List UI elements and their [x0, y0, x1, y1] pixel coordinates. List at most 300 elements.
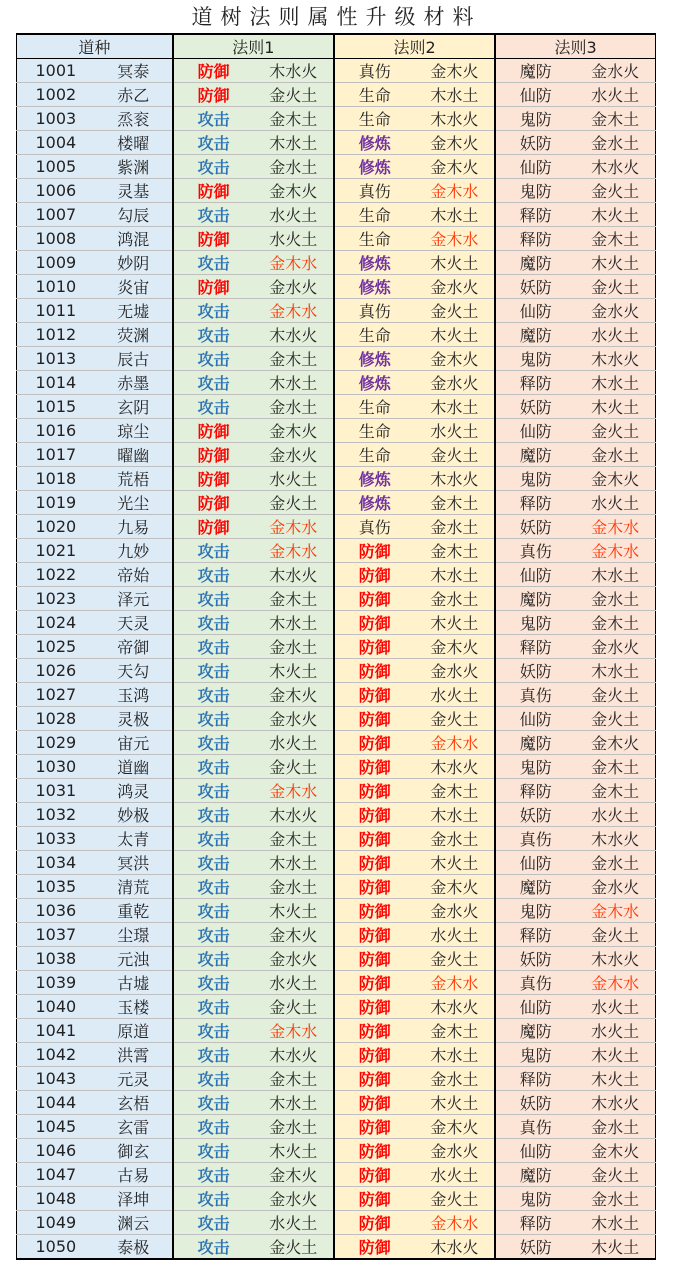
seed-id: 1002 — [17, 83, 95, 107]
law2-material: 木水火 — [415, 107, 496, 131]
law1-type: 防御 — [173, 515, 254, 539]
law2-type: 防御 — [334, 755, 415, 779]
law1-type: 攻击 — [173, 755, 254, 779]
law2-type: 防御 — [334, 1139, 415, 1163]
seed-name: 元灵 — [95, 1067, 173, 1091]
law3-type: 妖防 — [495, 1091, 575, 1115]
law1-material: 金木土 — [253, 587, 334, 611]
law3-type: 释防 — [495, 371, 575, 395]
law2-type: 防御 — [334, 731, 415, 755]
seed-id: 1018 — [17, 467, 95, 491]
seed-name: 荒梧 — [95, 467, 173, 491]
law2-material: 金水土 — [415, 587, 496, 611]
law2-material: 金水火 — [415, 899, 496, 923]
law2-type: 防御 — [334, 875, 415, 899]
seed-name: 御玄 — [95, 1139, 173, 1163]
seed-id: 1045 — [17, 1115, 95, 1139]
table-row — [17, 875, 656, 899]
seed-id: 1015 — [17, 395, 95, 419]
law1-material: 金水火 — [253, 443, 334, 467]
law1-type: 防御 — [173, 227, 254, 251]
seed-id: 1038 — [17, 947, 95, 971]
table-row — [17, 635, 656, 659]
seed-id: 1035 — [17, 875, 95, 899]
law1-type: 攻击 — [173, 1019, 254, 1043]
law3-material: 金火土 — [575, 923, 655, 947]
law1-material: 金水火 — [253, 947, 334, 971]
law1-material: 金水土 — [253, 395, 334, 419]
law2-type: 防御 — [334, 1163, 415, 1187]
law2-material: 金火土 — [415, 443, 496, 467]
seed-name: 天灵 — [95, 611, 173, 635]
header-law2: 法则2 — [334, 34, 495, 59]
law2-type: 防御 — [334, 995, 415, 1019]
law1-material: 金木水 — [253, 299, 334, 323]
law1-type: 攻击 — [173, 1235, 254, 1260]
law1-material: 金火土 — [253, 995, 334, 1019]
law3-type: 仙防 — [495, 707, 575, 731]
law2-material: 金木火 — [415, 347, 496, 371]
seed-id: 1019 — [17, 491, 95, 515]
seed-name: 无墟 — [95, 299, 173, 323]
law3-material: 金水土 — [575, 443, 655, 467]
seed-id: 1042 — [17, 1043, 95, 1067]
law2-material: 金木水 — [415, 1211, 496, 1235]
law1-type: 防御 — [173, 179, 254, 203]
seed-name: 烝衮 — [95, 107, 173, 131]
seed-id: 1008 — [17, 227, 95, 251]
law3-type: 真伤 — [495, 971, 575, 995]
law1-type: 攻击 — [173, 347, 254, 371]
law1-material: 木水土 — [253, 131, 334, 155]
seed-id: 1020 — [17, 515, 95, 539]
law3-material: 木火土 — [575, 251, 655, 275]
law3-material: 金木水 — [575, 515, 655, 539]
law1-type: 攻击 — [173, 539, 254, 563]
law1-type: 攻击 — [173, 203, 254, 227]
law3-material: 木水火 — [575, 947, 655, 971]
law2-type: 防御 — [334, 611, 415, 635]
seed-name: 渊云 — [95, 1211, 173, 1235]
law3-type: 真伤 — [495, 1115, 575, 1139]
law1-type: 攻击 — [173, 1163, 254, 1187]
seed-name: 重乾 — [95, 899, 173, 923]
law2-type: 防御 — [334, 659, 415, 683]
law2-type: 真伤 — [334, 179, 415, 203]
seed-id: 1016 — [17, 419, 95, 443]
law-materials-table — [16, 33, 656, 1260]
law2-type: 防御 — [334, 635, 415, 659]
law2-type: 修炼 — [334, 347, 415, 371]
law2-type: 修炼 — [334, 491, 415, 515]
table-row — [17, 419, 656, 443]
law1-material: 金火土 — [253, 491, 334, 515]
law1-material: 金木土 — [253, 107, 334, 131]
law2-type: 生命 — [334, 203, 415, 227]
law2-type: 防御 — [334, 1235, 415, 1260]
law2-type: 生命 — [334, 323, 415, 347]
table-row — [17, 683, 656, 707]
law1-type: 防御 — [173, 491, 254, 515]
seed-name: 妙极 — [95, 803, 173, 827]
table-row — [17, 947, 656, 971]
law2-type: 防御 — [334, 803, 415, 827]
law2-type: 防御 — [334, 947, 415, 971]
table-row — [17, 707, 656, 731]
seed-id: 1001 — [17, 59, 95, 83]
law1-type: 攻击 — [173, 875, 254, 899]
law2-type: 防御 — [334, 707, 415, 731]
law3-type: 魔防 — [495, 59, 575, 83]
seed-name: 清荒 — [95, 875, 173, 899]
seed-name: 古易 — [95, 1163, 173, 1187]
law3-type: 魔防 — [495, 1019, 575, 1043]
law3-material: 金木土 — [575, 779, 655, 803]
law1-type: 攻击 — [173, 107, 254, 131]
seed-id: 1044 — [17, 1091, 95, 1115]
table-row — [17, 323, 656, 347]
law2-type: 生命 — [334, 227, 415, 251]
law2-type: 真伤 — [334, 299, 415, 323]
law1-material: 金木水 — [253, 515, 334, 539]
table-row — [17, 395, 656, 419]
law2-material: 金水火 — [415, 275, 496, 299]
table-row — [17, 179, 656, 203]
law2-type: 防御 — [334, 1019, 415, 1043]
law1-type: 攻击 — [173, 563, 254, 587]
law3-type: 仙防 — [495, 83, 575, 107]
law3-material: 金火土 — [575, 707, 655, 731]
law2-material: 木火土 — [415, 251, 496, 275]
law3-material: 木水火 — [575, 1091, 655, 1115]
law2-material: 金木水 — [415, 731, 496, 755]
seed-name: 鸿混 — [95, 227, 173, 251]
law1-material: 木水火 — [253, 59, 334, 83]
law2-type: 生命 — [334, 419, 415, 443]
table-row — [17, 1019, 656, 1043]
law1-material: 金木火 — [253, 179, 334, 203]
law2-material: 金火土 — [415, 299, 496, 323]
seed-id: 1032 — [17, 803, 95, 827]
seed-id: 1006 — [17, 179, 95, 203]
law3-material: 水火土 — [575, 323, 655, 347]
seed-id: 1037 — [17, 923, 95, 947]
table-row — [17, 659, 656, 683]
seed-name: 元浊 — [95, 947, 173, 971]
seed-id: 1048 — [17, 1187, 95, 1211]
law3-material: 金水土 — [575, 587, 655, 611]
law1-material: 木水土 — [253, 1091, 334, 1115]
law3-type: 妖防 — [495, 803, 575, 827]
law2-type: 防御 — [334, 851, 415, 875]
law1-type: 攻击 — [173, 1187, 254, 1211]
table-row — [17, 1235, 656, 1260]
law3-material: 金木土 — [575, 755, 655, 779]
law3-material: 水火土 — [575, 803, 655, 827]
seed-name: 九妙 — [95, 539, 173, 563]
law1-type: 攻击 — [173, 731, 254, 755]
law1-type: 攻击 — [173, 851, 254, 875]
seed-id: 1033 — [17, 827, 95, 851]
law2-type: 生命 — [334, 443, 415, 467]
law2-material: 金木水 — [415, 227, 496, 251]
table-row — [17, 1187, 656, 1211]
table-row — [17, 971, 656, 995]
law1-type: 攻击 — [173, 779, 254, 803]
seed-name: 玄阴 — [95, 395, 173, 419]
seed-id: 1031 — [17, 779, 95, 803]
law3-type: 妖防 — [495, 515, 575, 539]
law3-material: 水火土 — [575, 1019, 655, 1043]
law3-type: 仙防 — [495, 995, 575, 1019]
law3-material: 金木水 — [575, 971, 655, 995]
law2-type: 防御 — [334, 1043, 415, 1067]
law3-material: 木水火 — [575, 155, 655, 179]
law2-type: 生命 — [334, 395, 415, 419]
law1-type: 攻击 — [173, 803, 254, 827]
law3-material: 木火土 — [575, 1235, 655, 1260]
table-row — [17, 467, 656, 491]
seed-name: 道幽 — [95, 755, 173, 779]
law1-material: 金水火 — [253, 1187, 334, 1211]
seed-id: 1004 — [17, 131, 95, 155]
law2-type: 防御 — [334, 1187, 415, 1211]
table-row — [17, 155, 656, 179]
law2-type: 真伤 — [334, 59, 415, 83]
law2-type: 生命 — [334, 107, 415, 131]
law3-type: 鬼防 — [495, 179, 575, 203]
law1-material: 金木水 — [253, 779, 334, 803]
law2-material: 木水火 — [415, 467, 496, 491]
seed-id: 1021 — [17, 539, 95, 563]
law3-material: 木水土 — [575, 563, 655, 587]
law3-type: 仙防 — [495, 851, 575, 875]
seed-name: 灵基 — [95, 179, 173, 203]
header-row — [17, 34, 656, 59]
law3-type: 释防 — [495, 635, 575, 659]
law1-material: 木水土 — [253, 851, 334, 875]
seed-id: 1028 — [17, 707, 95, 731]
law3-type: 仙防 — [495, 155, 575, 179]
page-title: 道树法则属性升级材料 — [191, 5, 482, 29]
law3-type: 妖防 — [495, 131, 575, 155]
law2-type: 防御 — [334, 923, 415, 947]
seed-id: 1023 — [17, 587, 95, 611]
law3-type: 释防 — [495, 491, 575, 515]
seed-id: 1017 — [17, 443, 95, 467]
law1-material: 金火土 — [253, 755, 334, 779]
law2-material: 水火土 — [415, 683, 496, 707]
law3-material: 金水土 — [575, 131, 655, 155]
seed-id: 1034 — [17, 851, 95, 875]
law2-material: 木水火 — [415, 1235, 496, 1260]
seed-id: 1024 — [17, 611, 95, 635]
law1-material: 金木水 — [253, 1019, 334, 1043]
law3-material: 金水土 — [575, 1187, 655, 1211]
law1-type: 攻击 — [173, 1211, 254, 1235]
table-row — [17, 779, 656, 803]
law3-material: 金火土 — [575, 179, 655, 203]
law2-material: 木水土 — [415, 83, 496, 107]
table-row — [17, 443, 656, 467]
seed-id: 1010 — [17, 275, 95, 299]
law3-type: 魔防 — [495, 323, 575, 347]
table-row — [17, 83, 656, 107]
law1-type: 攻击 — [173, 1115, 254, 1139]
law3-type: 仙防 — [495, 419, 575, 443]
law3-type: 释防 — [495, 227, 575, 251]
law3-type: 释防 — [495, 203, 575, 227]
law1-material: 金水土 — [253, 635, 334, 659]
law2-material: 金木火 — [415, 875, 496, 899]
law3-material: 木水火 — [575, 347, 655, 371]
table-row — [17, 851, 656, 875]
law1-type: 攻击 — [173, 707, 254, 731]
law3-material: 金火土 — [575, 1163, 655, 1187]
table-row — [17, 923, 656, 947]
law1-material: 金木水 — [253, 539, 334, 563]
law3-type: 仙防 — [495, 563, 575, 587]
law2-type: 修炼 — [334, 155, 415, 179]
law3-type: 真伤 — [495, 827, 575, 851]
table-row — [17, 491, 656, 515]
table-row — [17, 227, 656, 251]
law2-material: 金木土 — [415, 539, 496, 563]
header-law3: 法则3 — [495, 34, 655, 59]
law1-type: 攻击 — [173, 1091, 254, 1115]
law2-type: 修炼 — [334, 131, 415, 155]
law1-material: 金木土 — [253, 1067, 334, 1091]
law1-material: 金水土 — [253, 875, 334, 899]
law1-type: 攻击 — [173, 995, 254, 1019]
law2-material: 木水火 — [415, 755, 496, 779]
seed-id: 1040 — [17, 995, 95, 1019]
law2-material: 木水土 — [415, 563, 496, 587]
law1-type: 攻击 — [173, 683, 254, 707]
law3-type: 妖防 — [495, 395, 575, 419]
table-row — [17, 827, 656, 851]
law2-material: 金木土 — [415, 1019, 496, 1043]
law3-material: 金水火 — [575, 875, 655, 899]
law1-material: 木火土 — [253, 659, 334, 683]
seed-id: 1022 — [17, 563, 95, 587]
law3-type: 妖防 — [495, 275, 575, 299]
law1-material: 金水火 — [253, 707, 334, 731]
law3-type: 仙防 — [495, 1139, 575, 1163]
seed-name: 玄梧 — [95, 1091, 173, 1115]
law3-material: 木水土 — [575, 371, 655, 395]
law1-material: 木水火 — [253, 563, 334, 587]
seed-name: 尘璟 — [95, 923, 173, 947]
table-row — [17, 131, 656, 155]
seed-name: 炎宙 — [95, 275, 173, 299]
seed-name: 帝始 — [95, 563, 173, 587]
table-row — [17, 1139, 656, 1163]
law2-material: 金水土 — [415, 1067, 496, 1091]
table-row — [17, 515, 656, 539]
law3-material: 木水土 — [575, 659, 655, 683]
law1-type: 防御 — [173, 83, 254, 107]
law1-material: 金火土 — [253, 1235, 334, 1260]
seed-name: 玄雷 — [95, 1115, 173, 1139]
table-row — [17, 347, 656, 371]
law1-type: 攻击 — [173, 299, 254, 323]
law2-type: 生命 — [334, 83, 415, 107]
seed-id: 1026 — [17, 659, 95, 683]
seed-name: 原道 — [95, 1019, 173, 1043]
law2-material: 金木水 — [415, 179, 496, 203]
law3-material: 木火土 — [575, 203, 655, 227]
law2-material: 水火土 — [415, 1163, 496, 1187]
law3-type: 鬼防 — [495, 1043, 575, 1067]
law3-material: 金木水 — [575, 539, 655, 563]
law2-material: 金木土 — [415, 779, 496, 803]
law3-type: 魔防 — [495, 443, 575, 467]
law1-material: 金木火 — [253, 683, 334, 707]
seed-name: 泽坤 — [95, 1187, 173, 1211]
law2-material: 金水土 — [415, 515, 496, 539]
table-row — [17, 275, 656, 299]
law1-type: 攻击 — [173, 947, 254, 971]
seed-name: 光尘 — [95, 491, 173, 515]
law2-material: 金木火 — [415, 635, 496, 659]
law2-material: 水火土 — [415, 419, 496, 443]
seed-name: 荧渊 — [95, 323, 173, 347]
seed-name: 妙阴 — [95, 251, 173, 275]
law1-type: 攻击 — [173, 635, 254, 659]
law1-type: 攻击 — [173, 923, 254, 947]
table-row — [17, 203, 656, 227]
law1-material: 木水土 — [253, 611, 334, 635]
law1-type: 防御 — [173, 275, 254, 299]
law2-material: 金水火 — [415, 1139, 496, 1163]
law1-material: 水火土 — [253, 731, 334, 755]
law1-material: 金木火 — [253, 1163, 334, 1187]
law1-type: 攻击 — [173, 371, 254, 395]
seed-name: 曜幽 — [95, 443, 173, 467]
seed-name: 勾辰 — [95, 203, 173, 227]
law2-material: 金水火 — [415, 659, 496, 683]
law3-type: 鬼防 — [495, 107, 575, 131]
law1-material: 木火土 — [253, 1139, 334, 1163]
seed-id: 1050 — [17, 1235, 95, 1260]
law3-type: 释防 — [495, 1067, 575, 1091]
seed-name: 玉鸿 — [95, 683, 173, 707]
law3-type: 真伤 — [495, 683, 575, 707]
seed-name: 古墟 — [95, 971, 173, 995]
seed-id: 1036 — [17, 899, 95, 923]
seed-id: 1047 — [17, 1163, 95, 1187]
law1-type: 攻击 — [173, 1043, 254, 1067]
law1-material: 金木火 — [253, 419, 334, 443]
law2-type: 修炼 — [334, 467, 415, 491]
table-row — [17, 1043, 656, 1067]
law1-type: 攻击 — [173, 971, 254, 995]
law3-material: 金木水 — [575, 899, 655, 923]
seed-id: 1030 — [17, 755, 95, 779]
law2-type: 防御 — [334, 1091, 415, 1115]
law3-type: 妖防 — [495, 1235, 575, 1260]
seed-name: 紫渊 — [95, 155, 173, 179]
law2-type: 防御 — [334, 683, 415, 707]
law3-type: 释防 — [495, 779, 575, 803]
law1-type: 攻击 — [173, 395, 254, 419]
law2-material: 金木火 — [415, 1115, 496, 1139]
seed-name: 玉楼 — [95, 995, 173, 1019]
law2-type: 修炼 — [334, 275, 415, 299]
law1-material: 水火土 — [253, 971, 334, 995]
law1-material: 木水火 — [253, 803, 334, 827]
